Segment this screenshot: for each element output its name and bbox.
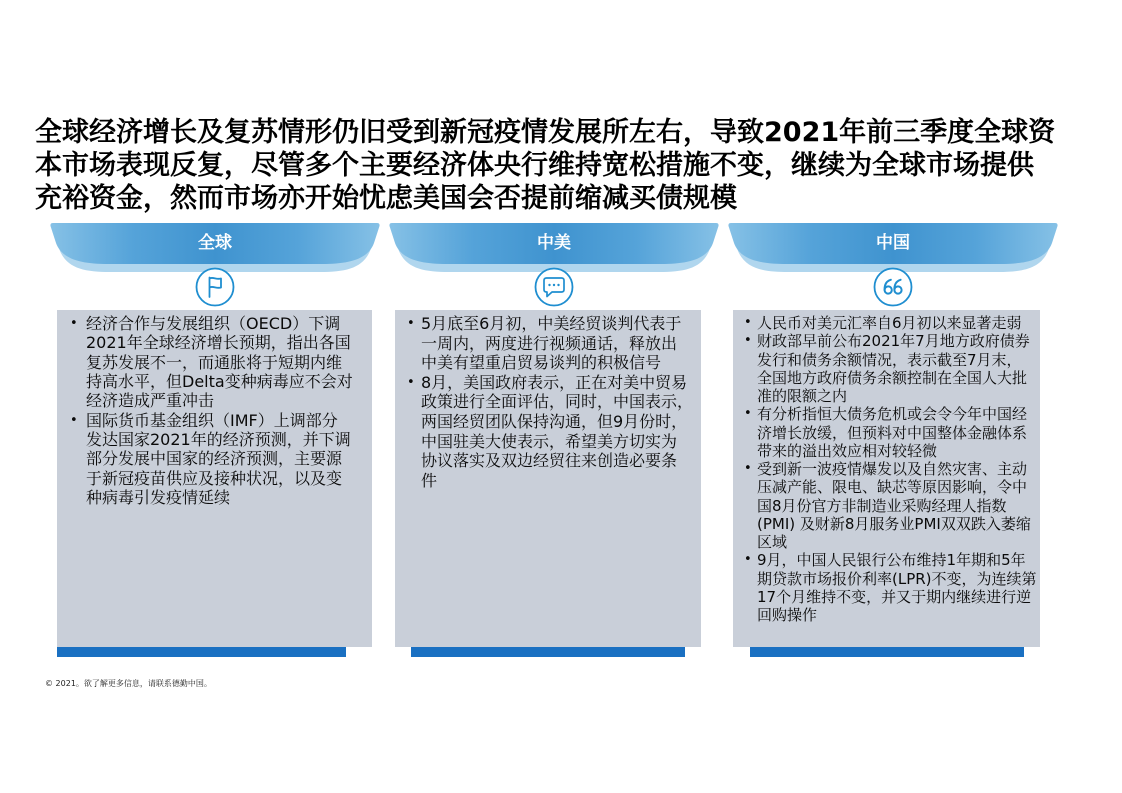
bullet-line: 压减产能、限电、缺芯等原因影响，令中 xyxy=(757,478,1028,497)
bullet-line: • 5月底至6月初，中美经贸谈判代表于 xyxy=(421,314,682,333)
bullet-line: 政策进行全面评估，同时，中国表示， xyxy=(421,392,694,412)
bullet-line: 济增长放缓，但预料对中国整体金融体系 xyxy=(757,423,1028,442)
panel-global xyxy=(57,310,372,647)
bullet-line: 17个月维持不变，并又于期内继续进行逆 xyxy=(757,587,1032,606)
bullet-item xyxy=(421,314,693,373)
bullet-line: • 9月，中国人民银行公布维持1年期和5年 xyxy=(757,551,1026,570)
bullet-line: 期贷款市场报价利率(LPR)不变，为连续第 xyxy=(757,569,1037,588)
bullet-line: 全国地方政府债务余额控制在全国人大批 xyxy=(757,368,1028,387)
bullet-line: 两国经贸团队保持沟通，但9月份时， xyxy=(421,411,688,431)
bullet-list xyxy=(421,314,693,490)
bullet-item xyxy=(757,551,1037,624)
bullet-item xyxy=(86,314,353,411)
bullet-line: 发行和债务余额情况，表示截至7月末， xyxy=(757,350,1022,369)
bullet-list xyxy=(86,314,353,507)
bullet-line: 复苏发展不一，而通胀将于短期内维 xyxy=(86,352,343,372)
bullet-item xyxy=(757,332,1037,405)
title-line: 本市场表现反复，尽管多个主要经济体央行维持宽松措施不变，继续为全球市场提供 xyxy=(35,150,1034,181)
banner-label: 中国 xyxy=(876,233,910,253)
panel-accent-bar xyxy=(411,647,685,657)
banner-global xyxy=(50,223,380,273)
panel-us-china xyxy=(395,310,701,647)
bullet-item xyxy=(421,373,693,491)
bullet-item xyxy=(757,405,1037,460)
flag-icon xyxy=(195,267,235,307)
bullet-line: • 有分析指恒大债务危机或会令今年中国经 xyxy=(757,405,1028,424)
bullet-line: 协议落实及双边经贸往来创造必要条 xyxy=(421,451,678,471)
bullet-line: 部分发展中国家的经济预测，主要源 xyxy=(86,449,343,469)
banner-label: 中美 xyxy=(537,233,571,253)
copyright-footer: © 2021。欲了解更多信息，请联系德勤中国。 xyxy=(45,679,212,688)
bullet-line: 件 xyxy=(421,470,438,490)
bullet-line: • 人民币对美元汇率自6月初以来显著走弱 xyxy=(757,314,1022,332)
bullet-line: 于新冠疫苗供应及接种状况，以及变 xyxy=(86,468,343,488)
bullet-line: • 受到新一波疫情爆发以及自然灾害、主动 xyxy=(757,460,1028,478)
banner-us-china xyxy=(389,223,719,273)
bullet-line: (PMI) 及财新8月服务业PMI双双跌入萎缩 xyxy=(757,514,1031,533)
panel-accent-bar xyxy=(57,647,346,657)
bullet-item xyxy=(86,411,353,508)
bullet-line: • 经济合作与发展组织（OECD）下调 xyxy=(86,314,341,333)
bullet-line: • 财政部早前公布2021年7月地方政府债券 xyxy=(757,332,1030,351)
bullet-line: 区域 xyxy=(757,533,788,551)
title-line: 充裕资金，然而市场亦开始忧虑美国会否提前缩减买债规模 xyxy=(35,183,737,214)
bullet-line: 带来的溢出效应相对较轻微 xyxy=(757,441,938,460)
bullet-line: 发达国家2021年的经济预测，并下调 xyxy=(86,430,351,450)
bullet-line: 经济造成严重冲击 xyxy=(86,391,215,411)
quote-icon xyxy=(873,267,913,307)
bullet-line: 国8月份官方非制造业采购经理人指数 xyxy=(757,496,1007,515)
bullet-line: • 8月，美国政府表示，正在对美中贸易 xyxy=(421,372,688,392)
chat-bubble-icon xyxy=(534,267,574,307)
bullet-item xyxy=(757,460,1037,551)
bullet-line: • 国际货币基金组织（IMF）上调部分 xyxy=(86,410,338,430)
bullet-item xyxy=(757,314,1037,332)
bullet-line: 中美有望重启贸易谈判的积极信号 xyxy=(421,353,662,373)
bullet-line: 准的限额之内 xyxy=(757,387,848,405)
title-line: 全球经济增长及复苏情形仍旧受到新冠疫情发展所左右，导致2021年前三季度全球资 xyxy=(35,117,1056,148)
bullet-line: 中国驻美大使表示，希望美方切实为 xyxy=(421,431,678,451)
banner-china xyxy=(728,223,1058,273)
banner-label: 全球 xyxy=(198,233,232,253)
bullet-list xyxy=(757,314,1037,624)
bullet-line: 2021年全球经济增长预期，指出各国 xyxy=(86,333,351,353)
bullet-line: 种病毒引发疫情延续 xyxy=(86,488,231,508)
bullet-line: 回购操作 xyxy=(757,606,818,624)
bullet-line: 一周内，两度进行视频通话，释放出 xyxy=(421,333,678,353)
page-title xyxy=(35,116,1055,215)
panel-china xyxy=(733,310,1040,647)
panel-accent-bar xyxy=(750,647,1024,657)
bullet-line: 持高水平，但Delta变种病毒应不会对 xyxy=(86,372,353,392)
